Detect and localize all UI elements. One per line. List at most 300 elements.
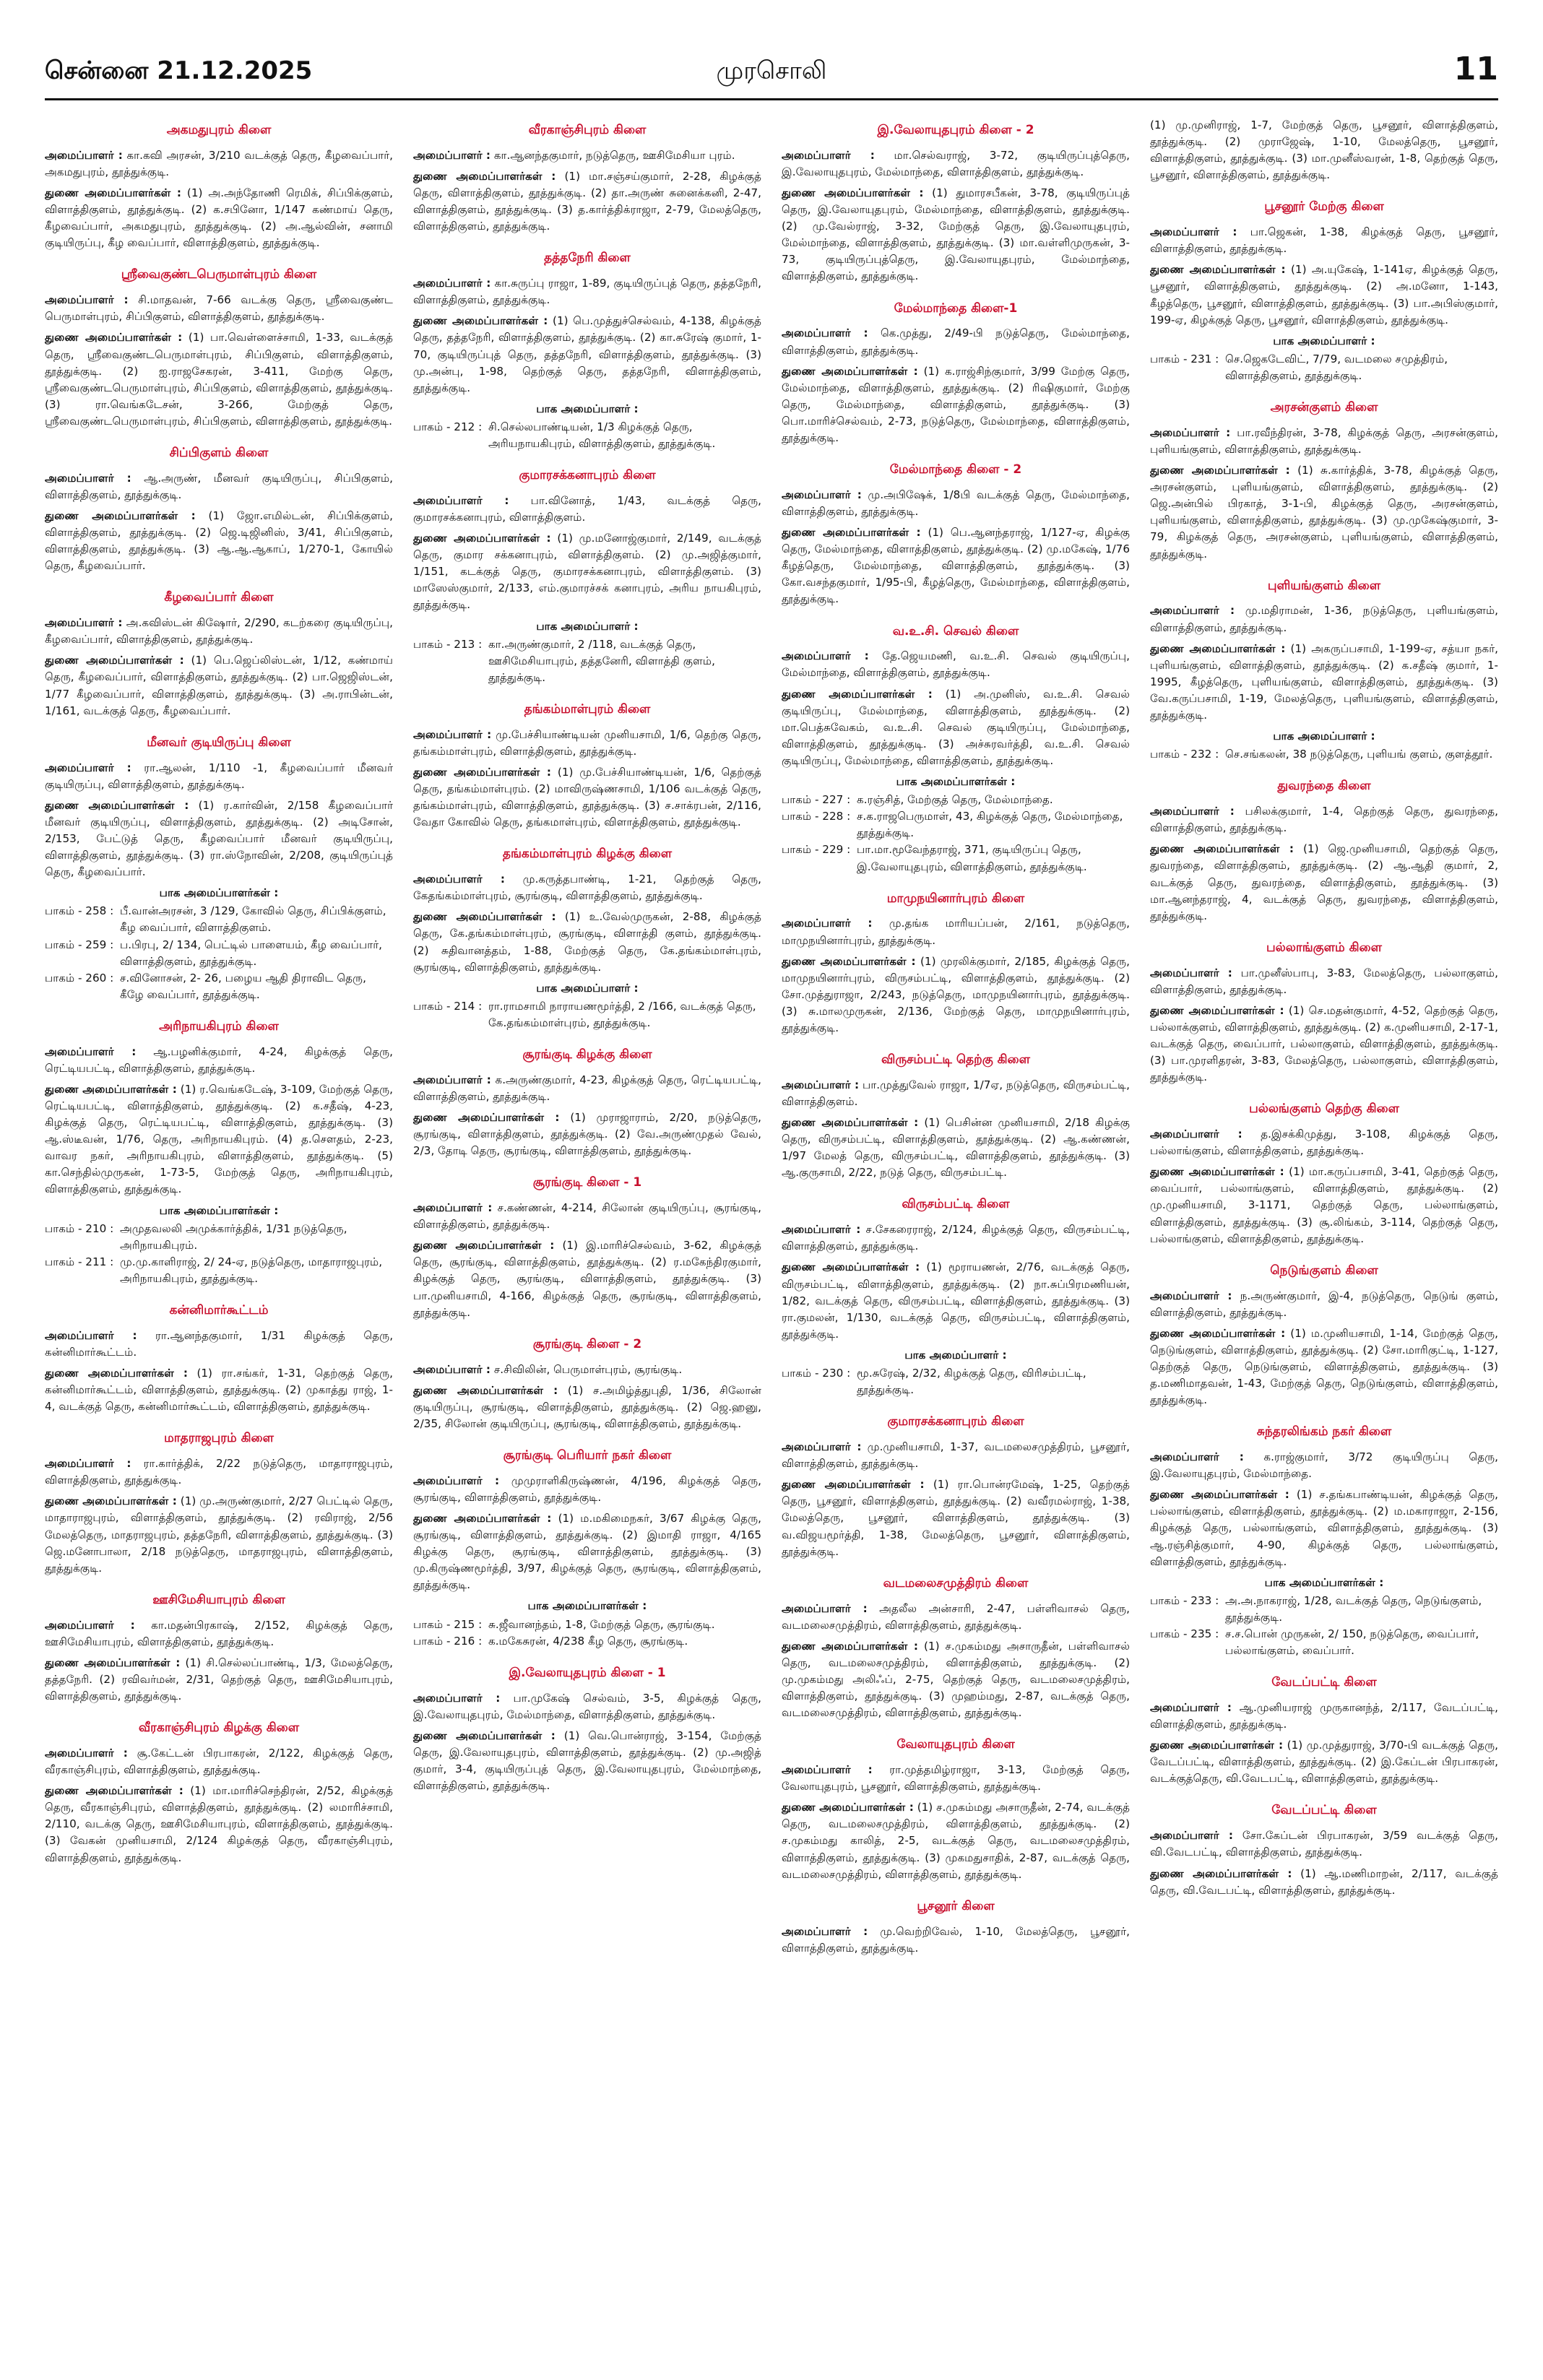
deputies-entry xyxy=(1150,1487,1498,1570)
branch-block xyxy=(782,1736,1130,1882)
organizer-entry xyxy=(1150,224,1498,257)
organizer-label: அமைப்பாளர் : xyxy=(413,148,491,162)
deputies-label: துணை அமைப்பாளர்கள் : xyxy=(413,1239,555,1252)
organizer-entry xyxy=(413,727,761,760)
booth-organizer-row xyxy=(1150,1626,1498,1659)
deputies-label: துணை அமைப்பாளர்கள் : xyxy=(45,654,184,667)
branch-title: பூசனூர் கிளை xyxy=(917,1898,995,1913)
deputies-entry xyxy=(45,508,393,574)
deputies-entry xyxy=(413,1382,761,1432)
organizer-entry xyxy=(1150,602,1498,636)
organizer-label: அமைப்பாளர் : xyxy=(413,1691,501,1705)
deputies-entry xyxy=(413,168,761,235)
deputies-entry xyxy=(413,530,761,613)
deputies-label: துணை அமைப்பாளர்கள் : xyxy=(413,169,556,183)
booth-organizer-row xyxy=(45,1254,393,1287)
deputies-label: துணை அமைப்பாளர்கள் : xyxy=(1150,1488,1289,1502)
organizer-entry xyxy=(413,1362,761,1378)
organizer-label: அமைப்பாளர் : xyxy=(413,1362,491,1376)
branch-block xyxy=(1150,1801,1498,1898)
booth-number: பாகம் - 231 : xyxy=(1150,352,1219,365)
deputies-text: (1) மா.சஞ்சய்குமார், 2-28, கிழக்குத் தெரு, விளாத்திகுளம், தூத்துக்குடி. (2) தா.அருண் சுனைக்கனி, 2-47, விளாத்திகுளம், தூத்துக்குடி. (3) த.கார்த்திக்ராஜா, 2-79, மேலத்தெரு, விளாத்திகுளம், தூத்துக்குடி. xyxy=(413,169,761,233)
organizer-text: பா.வினோத், 1/43, வடக்குத் தெரு, குமாரசக்கனாபுரம், விளாத்திகுளம். xyxy=(413,493,761,524)
organizer-text: கா.ஆனந்தகுமார், நடுத்தெரு, ஊசிமேசியா புரம். xyxy=(493,148,735,162)
organizer-text: சூ.கேட்டன் பிரபாகரன், 2/122, கிழக்குத் தெரு, வீரகாஞ்சிபுரம், விளாத்திகுளம், தூத்துக்குடி. xyxy=(45,1746,393,1777)
deputies-entry xyxy=(782,524,1130,607)
branch-title: அகமதுபுரம் கிளை xyxy=(166,123,272,137)
deputies-entry xyxy=(782,686,1130,769)
booth-organizer-text: ச.வினோசன், 2- 26, பழைய ஆதி திராவிட தெரு, கீழே வைப்பார், தூத்துக்குடி. xyxy=(120,971,366,1001)
organizer-label: அமைப்பாளர் : xyxy=(45,761,131,774)
organizer-text: சி.மாதவன், 7-66 வடக்கு தெரு, ஸ்ரீவைகுண்ட பெருமாள்புரம், சிப்பிகுளம், விளாத்திகுளம், தூத்துக்குடி. xyxy=(45,293,393,324)
branch-block xyxy=(413,249,761,452)
deputies-entry xyxy=(1150,117,1498,183)
deputies-label: துணை அமைப்பாளர்கள் : xyxy=(1150,1739,1284,1752)
deputies-entry xyxy=(413,764,761,831)
column-3 xyxy=(782,117,1130,2363)
booth-organizer-text: ச.ச.பொன் முருகன், 2/ 150, நடுத்தெரு, வைப்பார், பல்லாங்குளம், வைப்பார். xyxy=(1225,1627,1479,1658)
deputies-text: (1) ஆ.மணிமாறன், 2/117, வடக்குத் தெரு, வி.வேடபட்டி, விளாத்திகுளம், தூத்துக்குடி. xyxy=(1150,1866,1498,1897)
organizer-entry xyxy=(1150,965,1498,998)
branch-title: சூரங்குடி கிழக்கு கிளை xyxy=(522,1047,652,1062)
organizer-text: ரா.ஆனந்தகுமார், 1/31 கிழக்குத் தெரு, கன்னிமார்கூட்டம். xyxy=(45,1328,393,1359)
branch-title: ஊசிமேசியாபுரம் கிளை xyxy=(152,1592,285,1607)
branch-title: இ.வேலாயுதபுரம் கிளை - 1 xyxy=(509,1665,666,1680)
deputies-entry xyxy=(45,1493,393,1576)
branch-title: சிப்பிகுளம் கிளை xyxy=(169,445,269,460)
deputies-label: துணை அமைப்பாளர்கள் : xyxy=(782,1639,918,1653)
branch-title: பல்லங்குளம் தெற்கு கிளை xyxy=(1249,1102,1399,1117)
organizer-entry xyxy=(1150,425,1498,458)
branch-block xyxy=(782,300,1130,446)
organizer-text: க.அருண்குமார், 4-23, கிழக்குத் தெரு, ரெட்டியபட்டி, விளாத்திகுளம், தூத்துக்குடி. xyxy=(413,1073,761,1103)
organizer-label: அமைப்பாளர் : xyxy=(782,1763,873,1777)
organizer-text: அ.கவிஸ்டன் கிஷோர், 2/290, கடற்கரை குடியிருப்பு, கீழவைப்பார், விளாத்திகுளம், தூத்துக்குடி. xyxy=(45,616,393,646)
branch-block xyxy=(782,1413,1130,1559)
branch-title: இ.வேலாயுதபுரம் கிளை - 2 xyxy=(877,123,1034,137)
organizer-text: கா.சுருப்பு ராஜா, 1-89, குடியிருப்புத் தெரு, தத்தநேரி, விளாத்திகுளம், தூத்துக்குடி. xyxy=(413,277,761,307)
booth-organizer-row xyxy=(413,1633,761,1650)
deputies-entry xyxy=(45,797,393,880)
deputies-entry xyxy=(45,1081,393,1198)
article-columns xyxy=(45,117,1498,2363)
deputies-entry xyxy=(782,363,1130,446)
deputies-text: (1) துமாரசபீகன், 3-78, குடியிருப்புத் தெரு, இ.வேலாயுதபுரம், மேல்மாந்தை, விளாத்திகுளம், தூத்துக்குடி. (2) மு.வேல்ராஜ், 3-32, மேற்குத் தெரு, இ.வேலாயுதபுரம், மேல்மாந்தை, விளாத்திகுளம், தூத்துக்குடி. (3) மா.வள்ளிமுருகன், 3-73, குடியிருப்புத்தெரு, இ.வேலாயுதபுரம், மேல்மாந்தை, விளாத்திகுளம், தூத்துக்குடி. xyxy=(782,186,1130,283)
booth-organizer-row xyxy=(1150,1593,1498,1626)
booth-organizer-row xyxy=(413,419,761,452)
branch-block xyxy=(45,444,393,574)
organizer-entry xyxy=(782,1221,1130,1255)
organizer-label: அமைப்பாளர் : xyxy=(413,1474,500,1487)
organizer-entry xyxy=(413,1690,761,1723)
booth-organizers-heading: பாக அமைப்பாளர் : xyxy=(1273,730,1375,743)
organizer-label: அமைப்பாளர் : xyxy=(782,148,875,162)
branch-title: சூரங்குடி கிளை - 1 xyxy=(532,1175,642,1190)
deputies-text: (1) ஜெ.முனியசாமி, தெற்குத் தெரு, துவரந்தை, விளாத்திகுளம், தூத்துக்குடி. (2) ஆ.ஆதி குமார், 2, வடக்குத் தெரு, துவரந்தை, விளாத்திகுளம், தூத்துக்குடி. (3) மா.ஆனந்தராஜ், 4, வடக்குத் தெரு, துவரந்தை, விளாத்திகுளம், தூத்துக்குடி. xyxy=(1150,842,1498,922)
deputies-label: துணை அமைப்பாளர்கள் : xyxy=(1150,1165,1284,1179)
organizer-text: கா.மதன்பிரகாஷ், 2/152, கிழக்குத் தெரு, ஊசிமேசியாபுரம், விளாத்திகுளம், தூத்துக்குடி. xyxy=(45,1618,393,1648)
organizer-text: ஆ.முனியராஜ் முருகானந்த், 2/117, வேடப்பட்டி, விளாத்திகுளம், தூத்துக்குடி. xyxy=(1150,1701,1498,1731)
branch-title: வீரகாஞ்சிபுரம் கிழக்கு கிளை xyxy=(138,1721,300,1736)
deputies-label: துணை அமைப்பாளர்கள் : xyxy=(413,1383,558,1397)
branch-title: அரசன்குளம் கிளை xyxy=(1270,400,1378,415)
branch-block xyxy=(1150,777,1498,924)
organizer-text: ச.சிவிலின், பெருமாள்புரம், சூரங்குடி. xyxy=(493,1362,683,1376)
booth-organizer-text: அமுதவலலி அமுக்கார்த்திக், 1/31 நடுத்தெரு, அரிநாயகிபுரம். xyxy=(120,1221,347,1252)
organizer-entry xyxy=(1150,1827,1498,1861)
branch-title: தங்கம்மாள்புரம் கிழக்கு கிளை xyxy=(502,847,673,862)
branch-block xyxy=(1150,939,1498,1086)
booth-organizer-text: சு.ஜீவானந்தம், 1-8, மேற்குத் தெரு, சூரங்குடி. xyxy=(488,1617,715,1631)
branch-block xyxy=(1150,1262,1498,1408)
booth-organizer-text: க.மகேசுரன், 4/238 கீழ தெரு, சூரங்குடி. xyxy=(488,1634,688,1648)
booth-organizer-row xyxy=(45,903,393,936)
booth-number: பாகம் - 258 : xyxy=(45,904,114,918)
deputies-text: (1) பெ.ஆனந்தராஜ், 1/127-ஏ, கிழக்கு தெரு, மேல்மாந்தை, விளாத்திகுளம், தூத்துக்குடி. (2) மு.மகேஷ், 1/76 கீழத்தெரு, மேல்மாந்தை, விளாத்திகுளம், தூத்துக்குடி. (3) கோ.வசந்தகுமார், 1/95-பி, கீழத்தெரு, மேல்மாந்தை, விளாத்திகுளம், தூத்துக்குடி. xyxy=(782,526,1130,606)
branch-title: மேல்மாந்தை கிளை - 2 xyxy=(889,462,1022,477)
deputies-label: துணை அமைப்பாளர்கள் : xyxy=(45,1656,181,1669)
booth-organizer-row xyxy=(782,1365,1130,1398)
deputies-label: துணை அமைப்பாளர்கள் : xyxy=(1150,1003,1284,1017)
deputies-entry xyxy=(782,1259,1130,1342)
organizer-label: அமைப்பாளர் : xyxy=(1150,805,1235,818)
deputies-label: துணை அமைப்பாளர்கள் : xyxy=(782,526,921,540)
deputies-text: (1) மா.கருப்பசாமி, 3-41, தெற்குத் தெரு, வைப்பார், பல்லாங்குளம், விளாத்திகுளம், தூத்துக்குடி. (2) மு.முனியசாமி, 3-1171, தெற்குத் தெரு, பல்லாங்குளம், விளாத்திகுளம், தூத்துக்குடி. (3) சூ.லிங்கம், 3-114, தெற்குத் தெரு, பல்லாங்குளம், விளாத்திகுளம், தூத்துக்குடி. xyxy=(1150,1165,1498,1245)
deputies-label: துணை அமைப்பாளர்கள் : xyxy=(782,186,924,200)
booth-organizers-heading: பாக அமைப்பாளர் : xyxy=(1273,334,1375,347)
deputies-entry xyxy=(1150,462,1498,563)
organizer-entry xyxy=(413,1200,761,1233)
branch-block xyxy=(45,266,393,430)
organizer-entry xyxy=(413,493,761,526)
deputies-entry xyxy=(45,329,393,430)
organizer-label: அமைப்பாளர் : xyxy=(45,1618,135,1632)
organizer-text: மா.செல்வராஜ், 3-72, குடியிருப்புத்தெரு, இ.வேலாயுதபுரம், மேல்மாந்தை, விளாத்திகுளம், தூத்துக்குடி. xyxy=(782,148,1130,178)
branch-title: விருசம்பட்டி தெற்கு கிளை xyxy=(881,1052,1030,1068)
branch-block xyxy=(782,1575,1130,1721)
deputies-text: (1) சி.செல்லப்பாண்டி, 1/3, மேலத்தெரு, தத்தநேரி. (2) ரவிவர்மன், 2/31, தெற்குத் தெரு, ஊசிமேசியாபுரம், விளாத்திகுளம், தூத்துக்குடி. xyxy=(45,1656,393,1703)
organizer-label: அமைப்பாளர் : xyxy=(1150,1289,1232,1302)
deputies-label: துணை அமைப்பாளர்கள் : xyxy=(413,910,556,924)
deputies-entry xyxy=(45,1655,393,1705)
booth-organizer-text: மூ.சுரேஷ், 2/32, கிழக்குத் தெரு, விரிசம்பட்டி, தூத்துக்குடி. xyxy=(857,1367,1086,1397)
booth-organizers-heading: பாக அமைப்பாளர் : xyxy=(904,1348,1007,1362)
booth-organizers-heading: பாக அமைப்பாளர்கள் : xyxy=(527,1599,647,1613)
deputies-text: (1) மூராயணன், 2/76, வடக்குத் தெரு, விருசம்பட்டி, விளாத்திகுளம், தூத்துக்குடி. (2) நா.சுப்பிரமணியன், 1/82, வடக்குத் தெரு, விருசம்பட்டி, விளாத்திகுளம், தூத்துக்குடி. (3) ரா.குமலன், 1/130, வடக்குத் தெரு, விருசம்பட்டி, விளாத்திகுளம், தூத்துக்குடி. xyxy=(782,1260,1130,1341)
branch-title: தங்கம்மாள்புரம் கிளை xyxy=(524,701,651,717)
deputies-text: (1) சு.கார்த்திக், 3-78, கிழக்குத் தெரு, அரசன்குளம், புளியங்குளம், விளாத்திகுளம், தூத்துக்குடி. (2) ஜெ.அன்பில் பிரகாத், 3-1-பி, கிழக்குத் தெரு, அரசன்குளம், புளியங்குளம், விளாத்திகுளம், தூத்துக்குடி. (3) மு.முகேஷ்குமார், 3-79, கிழக்குத் தெரு, அரசன்குளம், புளியங்குளம், விளாத்திகுளம், தூத்துக்குடி. xyxy=(1150,464,1498,561)
organizer-entry xyxy=(1150,1288,1498,1321)
deputies-text: (1) ர.கார்வின், 2/158 கீழவைப்பார் மீனவர் குடியிருப்பு, விளாத்திகுளம், தூத்துக்குடி. (2) அடிசோன், 2/153, பேட்டுத் தெரு, கீழவைப்பார் மீனவர் குடியிருப்பு, விளாத்திகுளம், தூத்துக்குடி. (3) ரா.ஸ்நோவின், 2/208, குடியிருப்புத் தெரு, கீழவைப்பார். xyxy=(45,798,393,879)
organizer-entry xyxy=(45,760,393,793)
deputies-text: (1) பெ.ஜெப்லிஸ்டன், 1/12, கண்மாய் தெரு, கீழவைப்பார், விளாத்திகுளம், தூத்துக்குடி. (2) பா.ஜெஜிஸ்டன், 1/77 கீழவைப்பார், விளாத்திகுளம், தூத்துக்குடி. (3) அ.ராபின்டன், 1/161, வடக்குத் தெரு, கீழவைப்பார். xyxy=(45,654,393,717)
deputies-label: துணை அமைப்பாளர்கள் : xyxy=(1150,464,1290,477)
organizer-label: அமைப்பாளர் : xyxy=(413,873,505,886)
branch-block xyxy=(782,1051,1130,1181)
booth-organizer-text: மு.மு.காளிராஜ், 2/ 24-ஏ, நடுத்தெரு, மாதாராஜபுரம், அரிநாயகிபுரம், தூத்துக்குடி. xyxy=(120,1255,383,1285)
booth-number: பாகம் - 213 : xyxy=(413,637,483,651)
organizer-label: அமைப்பாளர் : xyxy=(782,488,862,501)
deputies-text: (1) மு.பேச்சியாண்டியன், 1/6, தெற்குத் தெரு, தங்கம்மாள்புரம். (2) மாவிருஷ்ணசாமி, 1/106 வடக்குத் தெரு, தங்கம்மாள்புரம், விளாத்திகுளம், தூத்துக்குடி. (3) ச.சாக்ரபன், 2/116, வேதா கோவில் தெரு, தங்கமாள்புரம், விளாத்திகுளம், தூத்துக்குடி. xyxy=(413,765,761,829)
booth-number: பாகம் - 211 : xyxy=(45,1255,114,1268)
booth-organizer-text: சி.செல்லபாண்டியன், 1/3 கிழக்குத் தெரு, அரியநாயகிபுரம், விளாத்திகுளம், தூத்துக்குடி. xyxy=(488,420,716,450)
deputies-text: (1) மு.மனோஜ்குமார், 2/149, வடக்குத் தெரு, குமார சக்கனாபுரம், விளாத்திகுளம். (2) மு.அஜித்குமார், 1/151, கடக்குத் தெரு, குமாரசக்கனாபுரம், விளாத்திகுளம். (3) மாஸேஸ்குமார், 2/133, எம்.குமாரச்சக் கனாபுரம், அரிய நாயகிபுரம், தூத்துக்குடி. xyxy=(413,532,761,612)
branch-block xyxy=(782,1195,1130,1398)
deputies-entry xyxy=(413,1510,761,1593)
deputies-text: (1) இ.மாரிச்செல்வம், 3-62, கிழக்குத் தெரு, சூரங்குடி, விளாத்திகுளம், தூத்துக்குடி. (2) ர.மகேந்திரகுமார், கிழக்குத் தெரு, சூரங்குடி, விளாத்திகுளம், தூத்துக்குடி. (3) பா.முனியசாமி, 4-166, கிழக்குத் தெரு, சூரங்குடி, விளாத்திகுளம், தூத்துக்குடி. xyxy=(413,1239,761,1319)
organizer-entry xyxy=(1150,803,1498,836)
organizer-label: அமைப்பாளர் : xyxy=(1150,1128,1242,1141)
organizer-entry xyxy=(413,871,761,904)
organizer-label: அமைப்பாளர் : xyxy=(782,1601,868,1615)
organizer-entry xyxy=(45,1455,393,1489)
edition-date: சென்னை 21.12.2025 xyxy=(45,56,313,85)
organizer-text: ந.அருண்குமார், இ-4, நடுத்தெரு, நெடுங் குளம், விளாத்திகுளம், தூத்துக்குடி. xyxy=(1150,1289,1498,1319)
newspaper-name: முரசொலி xyxy=(716,56,827,85)
column-1 xyxy=(45,117,393,2363)
organizer-entry xyxy=(1150,1700,1498,1733)
branch-block xyxy=(45,1429,393,1576)
branch-block xyxy=(1150,1674,1498,1787)
deputies-text: (1) மு.அருண்குமார், 2/27 பெட்டில் தெரு, மாதாராஜபுரம், விளாத்திகுளம், தூத்துக்குடி. (2) ரவிராஜ், 2/56 மேலத்தெரு, மாதராஜபுரம், தத்தநேரி, விளாத்திகுளம், தூத்துக்குடி. (3) ஜெ.மனோபாலா, 2/18 நடுத்தெரு, மாதராஜபுரம், விளாத்திகுளம், தூத்துக்குடி. xyxy=(45,1494,393,1575)
branch-title: பல்லாங்குளம் கிளை xyxy=(1266,940,1382,955)
deputies-text: (1) ச.முகம்மது அசாருதீன், 2-74, வடக்குத் தெரு, வடமலைசமுத்திரம், விளாத்திகுளம், தூத்துக்குடி. (2) ச.முகம்மது காலித், 2-5, வடக்குத் தெரு, வடமலைசமுத்திரம், விளாத்திகுளம், தூத்துக்குடி. (3) முகமதுசாதிக், 2-87, வடக்குத் தெரு, வடமலைசமுத்திரம், விளாத்திகுளம், தூத்துக்குடி. xyxy=(782,1801,1130,1881)
branch-title: கீழவைப்பார் கிளை xyxy=(164,590,274,605)
deputies-entry xyxy=(413,1237,761,1320)
organizer-text: மு.தங்க மாரியப்பன், 2/161, நடுத்தெரு, மாமுநயினார்புரம், தூத்துக்குடி. xyxy=(782,917,1130,947)
branch-title: பூசனூர் மேற்கு கிளை xyxy=(1264,199,1384,215)
deputies-label: துணை அமைப்பாளர்கள் : xyxy=(413,1111,560,1124)
organizer-text: பா.முத்துவேல் ராஜா, 1/7ஏ, நடுத்தெரு, விருசம்பட்டி, விளாத்திகுளம். xyxy=(782,1078,1130,1108)
branch-block xyxy=(413,701,761,831)
deputies-label: துணை அமைப்பாளர்கள் : xyxy=(1150,263,1286,277)
organizer-label: அமைப்பாளர் : xyxy=(413,727,492,741)
organizer-text: அதலீல அன்சாரி, 2-47, பள்ளிவாசல் தெரு, வடமலைசமுத்திரம், விளாத்திகுளம், தூத்துக்குடி. xyxy=(782,1601,1130,1632)
deputies-text: (1) ரா.சங்கர், 1-31, தெற்குத் தெரு, கன்னிமார்கூட்டம், விளாத்திகுளம், தூத்துக்குடி. (2) முகாத்து ராஜ், 1-4, வடக்குத் தெரு, கன்னிமார்கூட்டம், விளாத்திகுளம், தூத்துக்குடி. xyxy=(45,1367,393,1414)
branch-block xyxy=(45,1719,393,1866)
booth-number: பாகம் - 235 : xyxy=(1150,1627,1219,1640)
organizer-entry xyxy=(782,648,1130,681)
deputies-text: (1) பெ.முத்துச்செல்வம், 4-138, கிழக்குத் தெரு, தத்தநேரி, விளாத்திகுளம், தூத்துக்குடி. (2) கா.சுரேஷ் குமார், 1-70, குடியிருப்புத் தெரு, தத்தநேரி, விளாத்திகுளம், தூத்துக்குடி. (3) மு.அன்பு, 1-98, தெற்குத் தெரு, தத்தநேரி, விளாத்திகுளம், தூத்துக்குடி. xyxy=(413,314,761,394)
deputies-entry xyxy=(413,909,761,975)
organizer-text: முமுராளிகிருஷ்ணன், 4/196, கிழக்குத் தெரு, சூரங்குடி, விளாத்திகுளம், தூத்துக்குடி. xyxy=(413,1474,761,1504)
booth-number: பாகம் - 230 : xyxy=(782,1367,851,1380)
booth-organizer-text: செ.ஜெகடேவிட், 7/79, வடமலை சமுத்திரம், விளாத்திகுளம், தூத்துக்குடி. xyxy=(1225,352,1448,382)
deputies-entry xyxy=(413,1109,761,1159)
deputies-text: (1) ஜோ.எமில்டன், சிப்பிக்குளம், விளாத்திகுளம், தூத்துக்குடி. (2) ஜெ.டிஜினிஸ், 3/41, சிப்பிகுளம், விளாத்திகுளம், தூத்துக்குடி. (3) ஆ.ஆ.ஆகாப், 1/270-1, கோயில் தெரு, கீழவைப்பார். xyxy=(45,509,393,573)
organizer-text: ச.சேகரைராஜ், 2/124, கிழக்குத் தெரு, விருசம்பட்டி, விளாத்திகுளம், தூத்துக்குடி. xyxy=(782,1223,1130,1253)
branch-block xyxy=(45,1018,393,1287)
booth-organizer-row xyxy=(782,808,1130,841)
deputies-label: துணை அமைப்பாளர்கள் : xyxy=(782,364,918,378)
deputies-text: (1) அகருப்பசாமி, 1-199-ஏ, சத்யா நகர், புளியங்குளம், விளாத்திகுளம், தூத்துக்குடி. (2) க.சதீஷ் குமார், 1-1995, கீழத்தெரு, புளியங்குளம், விளாத்திகுளம், தூத்துக்குடி. (3) வே.கருப்பசாமி, 1-19, மேலத்தெரு, புளியங்குளம், விளாத்திகுளம், தூத்துக்குடி. xyxy=(1150,641,1498,722)
booth-organizer-row xyxy=(1150,746,1498,763)
branch-title: வேடப்பட்டி கிளை xyxy=(1271,1803,1377,1818)
deputies-text: (1) வெ.பொன்ராஜ், 3-154, மேற்குத் தெரு, இ.வேலாயுதபுரம், விளாத்திகுளம், தூத்துக்குடி. (2) மு.அஜித் குமார், 3-4, குடியிருப்புத் தெரு, இ.வேலாயுதபுரம், மேல்மாந்தை, விளாத்திகுளம், தூத்துக்குடி. xyxy=(413,1728,761,1793)
deputies-label: துணை அமைப்பாளர்கள் : xyxy=(45,509,196,522)
branch-block xyxy=(413,1174,761,1320)
branch-title: துவரந்தை கிளை xyxy=(1277,779,1371,794)
deputies-entry xyxy=(1150,1737,1498,1787)
branch-title: கன்னிமார்கூட்டம் xyxy=(169,1303,269,1318)
deputies-text: (1) ர.வெங்கடேஷ், 3-109, மேற்குத் தெரு, ரெட்டியபட்டி, விளாத்திகுளம், தூத்துக்குடி. (2) க.சதீஷ், 4-23, கிழக்குத் தெரு, ரெட்டியபட்டி, விளாத்திகுளம், தூத்துக்குடி. (3) ஆ.ஸ்டீவன், 1/76, தெரு, அரிநாயகிபுரம். (4) த.செளதம், 2-23, வாவர நகர், அரிநாயகிபுரம், விளாத்திகுளம், தூத்துக்குடி. (5) கா.செந்தில்முருகன், 1-73-5, மேற்குத் தெரு, அரிநாயகிபுரம், விளாத்திகுளம், தூத்துக்குடி. xyxy=(45,1082,393,1196)
branch-block xyxy=(45,1591,393,1705)
deputies-entry xyxy=(1150,261,1498,328)
branch-title: வேலாயுதபுரம் கிளை xyxy=(896,1737,1015,1752)
deputies-label: துணை அமைப்பாளர்கள் : xyxy=(782,687,933,701)
deputies-label: துணை அமைப்பாளர்கள் : xyxy=(782,1801,914,1814)
booth-organizer-text: ப.பிரபு, 2/ 134, பெட்டில் பாளையம், கீழ வைப்பார், விளாத்திகுளம், தூத்துக்குடி. xyxy=(120,938,382,968)
page-number: 11 xyxy=(1453,51,1498,87)
organizer-text: சோ.கேப்டன் பிரபாகரன், 3/59 வடக்குத் தெரு, வி.வேடபட்டி, விளாத்திகுளம், தூத்துக்குடி. xyxy=(1150,1829,1498,1859)
organizer-label: அமைப்பாளர் : xyxy=(413,493,509,507)
branch-block xyxy=(413,1664,761,1794)
branch-title: சூரங்குடி பெரியார் நகர் கிளை xyxy=(503,1448,672,1463)
booth-organizer-row xyxy=(45,1221,393,1254)
branch-block xyxy=(413,121,761,235)
organizer-entry xyxy=(782,147,1130,181)
branch-block xyxy=(45,121,393,251)
deputies-label: துணை அமைப்பாளர்கள் : xyxy=(413,532,551,545)
booth-number: பாகம் - 232 : xyxy=(1150,748,1219,761)
booth-organizers-heading: பாக அமைப்பாளர் : xyxy=(536,402,639,415)
deputies-label: துணை அமைப்பாளர்கள் : xyxy=(45,331,183,345)
organizer-label: அமைப்பாளர் : xyxy=(1150,225,1237,239)
organizer-label: அமைப்பாளர் : xyxy=(782,326,868,340)
branch-title: குமாரசக்கனாபுரம் கிளை xyxy=(519,468,656,483)
organizer-entry xyxy=(782,915,1130,948)
booth-organizer-row xyxy=(782,841,1130,875)
deputies-entry xyxy=(1150,1325,1498,1408)
deputies-entry xyxy=(45,652,393,719)
deputies-text: (1) செ.மதன்குமார், 4-52, தெற்குத் தெரு, பல்லாக்குளம், விளாத்திகுளம், தூத்துக்குடி. (2) க.முனியசாமி, 2-17-1, வடக்குத் தெரு, வைப்பார், பல்லாகுளம், விளாத்திகுளம், தூத்துக்குடி. (3) பா.முரளிதரன், 3-83, மேலத்தெரு, பல்லாகுளம், விளாத்திகுளம், தூத்துக்குடி. xyxy=(1150,1003,1498,1084)
booth-organizers-heading: பாக அமைப்பாளர்கள் : xyxy=(896,775,1016,789)
organizer-label: அமைப்பாளர் : xyxy=(1150,604,1235,618)
organizer-text: ஆ.அருண், மீனவர் குடியிருப்பு, சிப்பிகுளம், விளாத்திகுளம், தூத்துக்குடி. xyxy=(45,471,393,501)
organizer-text: ரா.கார்த்திக், 2/22 நடுத்தெரு, மாதாராஜபுரம், விளாத்திகுளம், தூத்துக்குடி. xyxy=(45,1457,393,1487)
branch-title: சூரங்குடி கிளை - 2 xyxy=(532,1336,642,1351)
booth-organizer-text: அ.அ.நாகராஜ், 1/28, வடக்குத் தெரு, நெடுங்குளம், தூத்துக்குடி. xyxy=(1225,1593,1482,1624)
organizer-text: மு.வெற்றிவேல், 1-10, மேலத்தெரு, பூசனூர், விளாத்திகுளம், தூத்துக்குடி. xyxy=(782,1924,1130,1955)
booth-organizer-row xyxy=(1150,351,1498,384)
booth-organizer-row xyxy=(782,792,1130,808)
organizer-entry xyxy=(45,1617,393,1650)
deputies-entry xyxy=(45,1365,393,1415)
organizer-label: அமைப்பாளர் : xyxy=(782,917,873,930)
booth-organizer-text: செ.சங்கலன், 38 நடுத்தெரு, புளியங் குளம், குளத்தூர். xyxy=(1225,748,1493,761)
deputies-label: துணை அமைப்பாளர்கள் : xyxy=(45,798,189,812)
booth-number: பாகம் - 214 : xyxy=(413,999,483,1013)
deputies-entry xyxy=(45,185,393,251)
organizer-label: அமைப்பாளர் : xyxy=(45,293,129,307)
booth-organizer-row xyxy=(413,1617,761,1633)
branch-block xyxy=(1150,1423,1498,1659)
organizer-entry xyxy=(782,1601,1130,1634)
organizer-label: அமைப்பாளர் : xyxy=(782,1440,862,1454)
organizer-label: அமைப்பாளர் : xyxy=(782,1223,861,1237)
deputies-text: (1) ச.அமிழ்த்துபுதி, 1/36, சிலோன் குடியிருப்பு, சூரங்குடி, விளாத்திகுளம், தூத்துக்குடி. (2) ஜெ.ஹனு, 2/35, சிலோன் குடியிருப்பு, சூரங்குடி, விளாத்திகுளம், தூத்துக்குடி. xyxy=(413,1383,761,1430)
booth-number: பாகம் - 215 : xyxy=(413,1617,483,1631)
branch-title: வடமலைசமுத்திரம் கிளை xyxy=(883,1575,1029,1591)
branch-title: நெடுங்குளம் கிளை xyxy=(1270,1263,1378,1278)
booth-number: பாகம் - 227 : xyxy=(782,793,851,807)
branch-block xyxy=(782,461,1130,607)
deputies-text: (1) ச.முகம்மது அசாருதீன், பள்ளிவாசல் தெரு, வடமலைசமுத்திரம், விளாத்திகுளம், தூத்துக்குடி. (2) மு.முகம்மது அலிஃப், 2-75, தெற்குத் தெரு, வடமலைசமுத்திரம், விளாத்திகுளம், தூத்துக்குடி. (3) முஹம்மது, 2-87, வடக்குத் தெரு, வடமலைசமுத்திரம், விளாத்திகுளம், தூத்துக்குடி. xyxy=(782,1639,1130,1720)
deputies-text: (1) ம.மகிமைநகர், 3/67 கிழக்கு தெரு, சூரங்குடி, விளாத்திகுளம், தூத்துக்குடி. (2) இமாதி ராஜா, 4/165 கிழக்கு தெரு, சூரங்குடி, விளாத்திகுளம், தூத்துக்குடி. (3) மு.கிருஷ்ணமூர்த்தி, 3/97, கிழக்குத் தெரு, சூரங்குடி, விளாத்திகுளம், தூத்துக்குடி. xyxy=(413,1511,761,1592)
branch-title: ஸ்ரீவைகுண்டபெருமாள்புரம் கிளை xyxy=(121,267,317,282)
branch-title: விருசம்பட்டி கிளை xyxy=(902,1197,1010,1212)
deputies-label: துணை அமைப்பாளர்கள் : xyxy=(782,1116,919,1130)
deputies-label: துணை அமைப்பாளர்கள் : xyxy=(413,314,548,328)
booth-organizer-text: பீ.வான்அரசன், 3 /129, கோவில் தெரு, சிப்பிக்குளம், கீழ வைப்பார், விளாத்திகுளம். xyxy=(120,904,386,935)
deputies-text: (1) உ.வேல்முருகன், 2-88, கிழக்குத் தெரு, கே.தங்கம்மாள்புரம், சூரங்குடி, விளாத்தி குளம், தூத்துக்குடி. (2) சுதிவானத்தம், 1-88, மேற்குத் தெரு, கே.தங்கம்மாள்புரம், சூரங்குடி, விளாத்திகுளம், தூத்துக்குடி. xyxy=(413,910,761,974)
organizer-entry xyxy=(782,325,1130,358)
organizer-entry xyxy=(782,1439,1130,1472)
organizer-entry xyxy=(1150,1449,1498,1482)
deputies-entry xyxy=(782,1115,1130,1181)
organizer-text: தே.ஜெயமணி, வ.உ.சி. செவல் குடியிருப்பு, மேல்மாந்தை, விளாத்திகுளம், தூத்துக்குடி. xyxy=(782,649,1130,680)
deputies-label: துணை அமைப்பாளர்கள் : xyxy=(1150,1326,1286,1340)
deputies-entry xyxy=(1150,1866,1498,1899)
booth-number: பாகம் - 228 : xyxy=(782,810,851,823)
deputies-entry xyxy=(782,1476,1130,1559)
organizer-text: பா.முகேஷ் செல்வம், 3-5, கிழக்குத் தெரு, இ.வேலாயுதபுரம், மேல்மாந்தை, விளாத்திகுளம், தூத்துக்குடி. xyxy=(413,1691,761,1721)
deputies-text: (1) மா.மாரிச்செந்திரன், 2/52, கிழக்குத் தெரு, வீரகாஞ்சிபுரம், விளாத்திகுளம், தூத்துக்குடி. (2) லமாரிச்சாமி, 2/110, வடக்கு தெரு, ஊசிமேசியாபுரம், விளாத்திகுளம், தூத்துக்குடி. (3) வேகன் முனியசாமி, 2/124 கிழக்குத் தெரு, வீரகாஞ்சிபுரம், விளாத்திகுளம், தூத்துக்குடி. xyxy=(45,1784,393,1864)
organizer-entry xyxy=(413,1072,761,1105)
organizer-label: அமைப்பாளர் : xyxy=(1150,425,1231,439)
deputies-text: (1) அ.முனிஸ், வ.உ.சி. செவல் குடியிருப்பு, மேல்மாந்தை, விளாத்திகுளம், தூத்துக்குடி. (2) மா.பெத்சுவேகம், வ.உ.சி. செவல் குடியிருப்பு, மேல்மாந்தை, விளாத்திகுளம், தூத்துக்குடி. (3) அச்சுரவர்த்தி, வ.உ.சி. செவல் குடியிருப்பு, மேல்மாந்தை, விளாத்திகுளம், தூத்துக்குடி. xyxy=(782,687,1130,767)
branch-block xyxy=(413,1447,761,1650)
organizer-label: அமைப்பாளர் : xyxy=(45,1746,128,1760)
deputies-label: துணை அமைப்பாளர்கள் : xyxy=(782,1260,920,1274)
organizer-label: அமைப்பாளர் : xyxy=(1150,1450,1244,1464)
branch-block xyxy=(782,890,1130,1037)
organizer-entry xyxy=(1150,1126,1498,1159)
organizer-entry xyxy=(413,275,761,308)
deputies-entry xyxy=(782,953,1130,1037)
organizer-entry xyxy=(782,1924,1130,1957)
organizer-entry xyxy=(413,147,761,164)
booth-organizer-row xyxy=(45,970,393,1003)
deputies-label: துணை அமைப்பாளர்கள் : xyxy=(413,765,551,779)
deputies-text: (1) பெசின்ன முனியசாமி, 2/18 கிழக்கு தெரு, விருசம்பட்டி, விளாத்திகுளம், தூத்துக்குடி. (2) ஆ.கண்ணன், 1/97 மேலத் தெரு, விருசம்பட்டி, விளாத்திகுளம், தூத்துக்குடி. (3) ஆ.குருசாமி, 2/22, நடுத் தெரு, விருசம்பட்டி. xyxy=(782,1116,1130,1180)
organizer-label: அமைப்பாளர் : xyxy=(45,616,123,630)
booth-number: பாகம் - 229 : xyxy=(782,843,851,857)
booth-number: பாகம் - 260 : xyxy=(45,971,114,985)
organizer-label: அமைப்பாளர் : xyxy=(45,471,131,485)
organizer-entry xyxy=(45,615,393,648)
branch-block xyxy=(1150,577,1498,763)
deputies-text: (1) பா.வெள்ளைச்சாமி, 1-33, வடக்குத் தெரு, ஸ்ரீவைகுண்டபெருமாள்புரம், சிப்பிகுளம், விளாத்திகுளம், தூத்துக்குடி. (2) ஐ.ராஜசேகரன், 3-411, மேற்கு தெரு, ஸ்ரீவைகுண்டபெருமாள்புரம், சிப்பிகுளம், விளாத்திகுளம், தூத்துக்குடி. (3) ரா.வெங்கடேசன், 3-266, மேற்குத் தெரு, ஸ்ரீவைகுண்டபெருமாள்புரம், சிப்பிகுளம், விளாத்திகுளம், தூத்துக்குடி. xyxy=(45,331,393,428)
booth-number: பாகம் - 259 : xyxy=(45,938,114,951)
organizer-text: கா.கவி அரசன், 3/210 வடக்குத் தெரு, கீழவைப்பார், அகமதுபுரம், தூத்துக்குடி. xyxy=(45,148,393,178)
branch-title: வ.உ.சி. செவல் கிளை xyxy=(892,623,1019,639)
deputies-entry xyxy=(1150,1164,1498,1247)
deputies-text: (1) அ.அந்தோணி ரெமிக், சிப்பிக்குளம், விளாத்திகுளம், தூத்துக்குடி. (2) க.சபினோ, 1/147 கண்மாய் தெரு, கீழவைப்பார், அகமதுபுரம், தூத்துக்குடி. (2) அ.ஆல்வின், சனாமி குடியிருப்பு, கீழ வைப்பார், விளாத்திகுளம், தூத்துக்குடி. xyxy=(45,186,393,250)
organizer-entry xyxy=(45,1328,393,1361)
branch-block xyxy=(1150,1100,1498,1247)
booth-number: பாகம் - 216 : xyxy=(413,1634,483,1648)
organizer-entry xyxy=(45,1745,393,1778)
booth-organizers-heading: பாக அமைப்பாளர் : xyxy=(536,981,639,995)
organizer-label: அமைப்பாளர் : xyxy=(45,1457,131,1471)
booth-organizer-text: பா.மா.மூவேந்தராஜ், 371, குடியிருப்பு தெரு, இ.வேலாயுதபுரம், விளாத்திகுளம், தூத்துக்குடி. xyxy=(857,843,1087,873)
organizer-text: மு.பேச்சியாண்டியன் முனியசாமி, 1/6, தெற்கு தெரு, தங்கம்மாள்புரம், விளாத்திகுளம், தூத்துக்குடி. xyxy=(413,727,761,758)
booth-organizers-heading: பாக அமைப்பாளர்கள் : xyxy=(1264,1575,1384,1589)
branch-title: மீனவர் குடியிருப்பு கிளை xyxy=(147,735,291,750)
organizer-text: ரா.முத்தமிழ்ராஜா, 3-13, மேற்குத் தெரு, வேலாயுதபுரம், பூசனூர், விளாத்திகுளம், தூத்துக்குடி. xyxy=(782,1763,1130,1793)
organizer-label: அமைப்பாளர் : xyxy=(45,1328,137,1342)
